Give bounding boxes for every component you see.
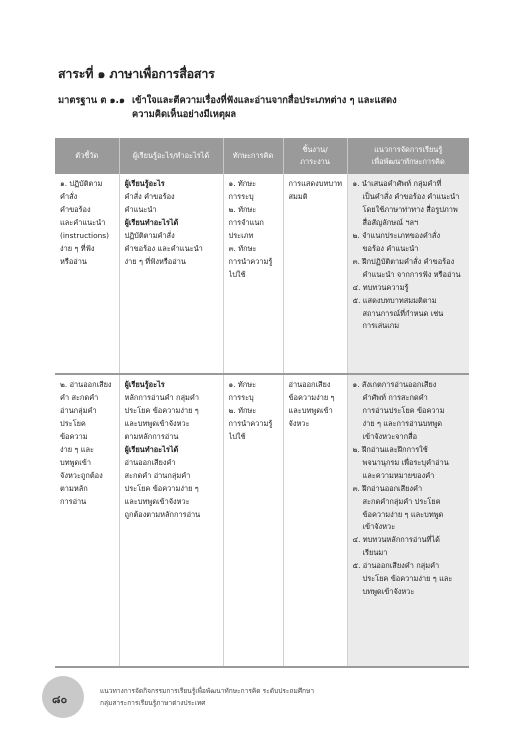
header-learning-outcomes: ผู้เรียนรู้อะไร/ทำอะไรได้ [119, 138, 223, 174]
indicator-cell [55, 374, 119, 667]
activities-line: ๔. ทบทวนหลักการอ่านที่ได้ [352, 535, 440, 545]
activities-line: ขอร้อง คำแนะนำ [362, 243, 419, 253]
activities-line: สื่อสัญลักษณ์ ฯลฯ [362, 217, 419, 227]
learning-outcomes-cell [119, 374, 223, 667]
indicator-line: ๑. ปฏิบัติตาม [60, 179, 103, 188]
thinking-skills-cell [223, 374, 283, 667]
indicator-line: หรืออ่าน [60, 256, 87, 266]
indicator-line: ตามหลัก [60, 483, 88, 493]
indicator-line: ง่าย ๆ ที่ฟัง [60, 243, 95, 253]
footer-subject-group: กลุ่มสาระการเรียนรู้ภาษาต่างประเทศ [100, 699, 206, 707]
tasks-line: การแสดงบทบาท [288, 179, 343, 188]
activities-line: เข้าจังหวะจากสื่อ [362, 431, 418, 441]
indicator-line: คำ สะกดคำ [60, 392, 99, 402]
learning-outcomes-line: คำสั่ง คำขอร้อง [124, 191, 175, 201]
table-row [55, 174, 469, 374]
activities-line: เป็นคำสั่ง คำขอร้อง คำแนะนำ [362, 191, 460, 201]
indicator-line: การอ่าน [60, 496, 87, 506]
thinking-skills-line: ๒. ทักษะ [228, 405, 257, 415]
learning-outcomes-line: และบทพูดเข้าจังหวะ [124, 496, 190, 506]
thinking-skills-line: การระบุ [228, 191, 254, 201]
thinking-skills-line: ๑. ทักษะ [228, 380, 257, 389]
activities-line: เรียนมา [362, 548, 388, 558]
learning-outcomes-cell [119, 174, 223, 374]
table-header-row [55, 138, 469, 174]
activities-line: พจนานุกรม เพื่อระบุคำอ่าน [362, 457, 449, 467]
indicator-line: คำสั่ง [60, 191, 78, 201]
learning-outcomes-line: ผู้เรียนรู้อะไร [124, 179, 165, 188]
curriculum-table [55, 138, 469, 668]
thinking-skills-line: ไปใช้ [228, 269, 246, 279]
indicator-line: อ่านกลุ่มคำ [60, 405, 97, 415]
learning-outcomes-line: หลักการอ่านคำ กลุ่มคำ [124, 392, 200, 402]
footer-book-title: แนวทางการจัดกิจกรรมการเรียนรู้เพื่อพัฒนาทักษะการคิด ระดับประถมศึกษา [100, 687, 315, 695]
activities-line: ๕. อ่านออกเสียงคำ กลุ่มคำ [352, 561, 440, 571]
learning-outcomes-line: ผู้เรียนรู้อะไร [124, 380, 165, 389]
learning-outcomes-line: ประโยค ข้อความง่าย ๆ [124, 483, 199, 493]
learning-outcomes-line: และบทพูดเข้าจังหวะ [124, 418, 190, 428]
activities-line: ๕. แสดงบทบาทสมมติตาม [352, 295, 437, 305]
thinking-skills-line: การจำแนก [228, 217, 264, 227]
header-thinking-skills: ทักษะการคิด [223, 138, 283, 174]
learning-outcomes-line: ประโยค ข้อความง่าย ๆ [124, 405, 199, 415]
header-indicator: ตัวชี้วัด [55, 138, 119, 174]
learning-outcomes-line: ปฏิบัติตามคำสั่ง [124, 230, 175, 240]
learning-outcomes-line: อ่านออกเสียงคำ [124, 457, 176, 467]
activities-line: โดยใช้ภาษาท่าทาง สื่อรูปภาพ [362, 204, 458, 214]
activities-line: ๒. จำแนกประเภทของคำสั่ง [352, 230, 441, 240]
indicator-cell [55, 174, 119, 374]
standard-heading [58, 94, 468, 123]
thinking-skills-cell [223, 174, 283, 374]
indicator-line: (instructions) [60, 230, 110, 240]
indicator-line: ๒. อ่านออกเสียง [60, 380, 112, 389]
activities-line: ๓. ฝึกปฏิบัติตามคำสั่ง คำขอร้อง [352, 256, 455, 266]
tasks-line: ข้อความง่าย ๆ [288, 392, 335, 402]
tasks-line: อ่านออกเสียง [288, 380, 331, 389]
indicator-line: ประโยค [60, 418, 86, 428]
tasks-cell [283, 174, 347, 374]
activities-line: ข้อความง่าย ๆ และบทพูด [362, 509, 444, 519]
table-row [55, 374, 469, 667]
activities-line: การอ่านประโยค ข้อความ [362, 405, 445, 415]
activities-line: ๔. ทบทวนความรู้ [352, 282, 409, 292]
activities-line: สถานการณ์ที่กำหนด เช่น [362, 308, 444, 318]
learning-outcomes-line: คำขอร้อง และคำแนะนำ [124, 243, 203, 253]
header-tasks: ชิ้นงาน/ ภาระงาน [283, 138, 347, 174]
tasks-line: และบทพูดเข้า [288, 405, 333, 415]
header-activities: แนวการจัดการเรียนรู้ เพื่อพัฒนาทักษะการคิด [347, 138, 469, 174]
thinking-skills-line: ๓. ทักษะ [228, 243, 257, 253]
tasks-line: จังหวะ [288, 418, 310, 428]
activities-line: เข้าจังหวะ [362, 522, 396, 532]
activities-line: ง่าย ๆ และการอ่านบทพูด [362, 418, 442, 428]
activities-line: การเล่นเกม [362, 321, 400, 331]
activities-line: สะกดคำกลุ่มคำ ประโยค [362, 496, 441, 506]
indicator-line: บทพูดเข้า [60, 457, 91, 467]
thinking-skills-line: การนำความรู้ [228, 256, 273, 266]
activities-line: ๒. ฝึกอ่านและฝึกการใช้ [352, 444, 428, 454]
learning-outcomes-line: ผู้เรียนทำอะไรได้ [124, 444, 179, 454]
thinking-skills-line: การนำความรู้ [228, 418, 273, 428]
learning-outcomes-line: สะกดคำ อ่านกลุ่มคำ [124, 470, 191, 480]
activities-line: คำศัพท์ การสะกดคำ [362, 392, 428, 402]
activities-line: ๑. นำเสนอคำศัพท์ กลุ่มคำที่ [352, 179, 442, 188]
indicator-line: และคำแนะนำ [60, 217, 106, 227]
thinking-skills-line: ๑. ทักษะ [228, 179, 257, 188]
indicator-line: ข้อความ [60, 431, 88, 441]
thinking-skills-line: การระบุ [228, 392, 254, 402]
activities-line: ๓. ฝึกอ่านออกเสียงคำ [352, 483, 423, 493]
standard-text-line1: เข้าใจและตีความเรื่องที่ฟังและอ่านจากสื่อประเภทต่าง ๆ และแสดง [132, 95, 397, 106]
indicator-line: ง่าย ๆ และ [60, 444, 95, 454]
tasks-line: สมมติ [288, 191, 308, 201]
learning-outcomes-line: ผู้เรียนทำอะไรได้ [124, 217, 179, 227]
learning-outcomes-line: ถูกต้องตามหลักการอ่าน [124, 509, 201, 519]
page-number: ๘๐ [52, 693, 68, 706]
thinking-skills-line: ๒. ทักษะ [228, 204, 257, 214]
thinking-skills-line: ไปใช้ [228, 431, 246, 441]
learning-outcomes-line: คำแนะนำ [124, 204, 157, 214]
indicator-line: คำขอร้อง [60, 204, 91, 214]
indicator-line: จังหวะถูกต้อง [60, 470, 103, 480]
learning-outcomes-line: ตามหลักการอ่าน [124, 431, 179, 441]
activities-cell [347, 174, 469, 374]
tasks-cell [283, 374, 347, 667]
activities-line: ๑. สังเกตการอ่านออกเสียง [352, 380, 437, 389]
thinking-skills-line: ประเภท [228, 230, 254, 240]
activities-line: บทพูดเข้าจังหวะ [362, 587, 415, 597]
standard-code: มาตรฐาน ต ๑.๑ [58, 95, 125, 106]
activities-line: คำแนะนำ จากการฟัง หรืออ่าน [362, 269, 461, 279]
learning-outcomes-line: ง่าย ๆ ที่ฟังหรืออ่าน [124, 256, 186, 266]
standard-text-line2: ความคิดเห็นอย่างมีเหตุผล [132, 109, 237, 121]
activities-line: และความหมายของคำ [362, 470, 435, 480]
activities-line: ประโยค ข้อความง่าย ๆ และ [362, 574, 453, 584]
strand-title: สาระที่ ๑ ภาษาเพื่อการสื่อสาร [58, 66, 215, 81]
activities-cell [347, 374, 469, 667]
